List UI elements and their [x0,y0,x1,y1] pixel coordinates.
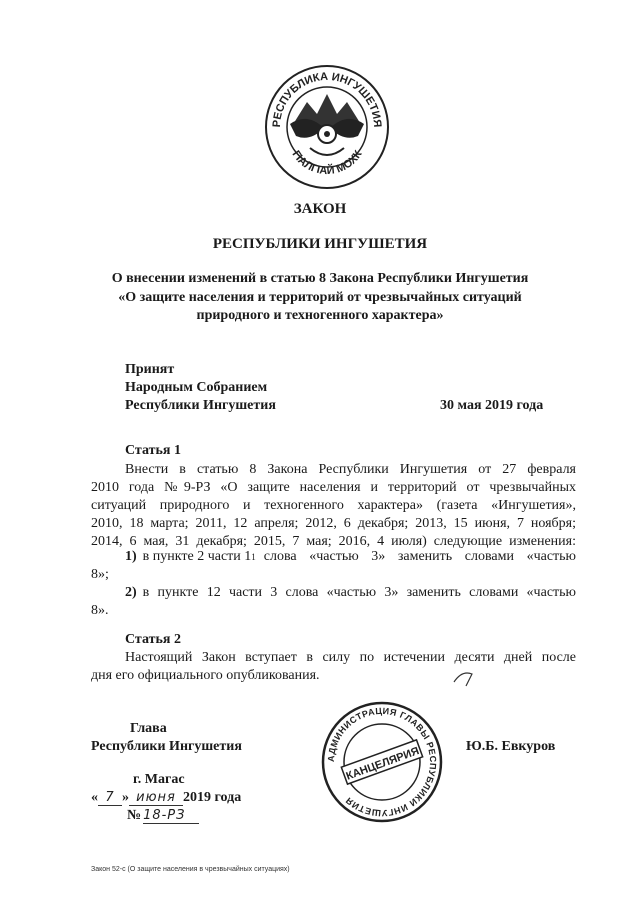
item2-text: в пункте 12 части 3 слова «частью 3» заменить словами «частью [142,585,576,600]
article2-heading: Статья 2 [125,632,181,647]
emblem-top-text: РЕСПУБЛИКА ИНГУШЕТИЯ [270,70,384,128]
document-subtitle: РЕСПУБЛИКИ ИНГУШЕТИЯ [212,236,428,252]
chancellery-stamp [320,700,444,824]
article2-line2: дня его официального опубликования. [91,668,320,683]
signatory-name: Ю.Б. Евкуров [466,739,556,754]
item2-number: 2) [125,585,137,600]
article1-line4: 2010, 18 марта; 2011, 12 апреля; 2012, 6 декабря; 2013, 15 июня, 7 ноября; [91,516,576,531]
law-name-line2: «О защите населения и территорий от чрезвычайных ситуаций [118,290,522,305]
item1-number: 1) [125,549,137,564]
law-number [127,808,199,824]
document-title: ЗАКОН [293,201,347,217]
date-open-quote: « [91,790,98,805]
svg-text:ГIАЛГIАЙ МОХК [289,148,364,177]
signing-place: г. Магас [133,772,185,787]
article1-item1 [125,549,576,565]
item1-superscript: 1 [251,552,256,562]
article1-line2: 2010 года №9-РЗ «О защите населения и территорий от чрезвычайных [91,480,576,495]
law-name-line1: О внесении изменений в статью 8 Закона Республики Ингушетия [111,271,529,286]
emblem-bottom-text: ГIАЛГIАЙ МОХК [289,148,365,178]
adoption-line2: Народным Собранием [125,380,268,395]
date-month: июня [129,790,183,806]
date-year: 2019 года [183,790,242,805]
law-name-line3: природного и техногенного характера» [196,308,444,323]
article1-heading: Статья 1 [125,443,181,458]
item1-text-a: в пункте 2 части 1 [142,549,252,564]
number-value: 18-РЗ [143,808,199,824]
republic-emblem [262,62,392,192]
adoption-line3: Республики Ингушетия [125,398,276,413]
number-prefix: № [127,808,142,823]
date-day: 7 [98,790,122,806]
article1-line1: Внести в статью 8 Закона Республики Ингушетия от 27 февраля [125,462,576,477]
footer-note: Закон 52-с (О защите населения в чрезвычайных ситуациях) [91,866,290,873]
signatory-title-line2: Республики Ингушетия [91,739,242,754]
article2-line1: Настоящий Закон вступает в силу по истечении десяти дней после [125,650,576,665]
item1-continuation: 8»; [91,567,109,582]
date-close-quote: » [122,790,129,805]
adoption-date: 30 мая 2019 года [440,398,544,413]
stamp-ring-text: АДМИНИСТРАЦИЯ ГЛАВЫ РЕСПУБЛИКИ ИНГУШЕТИЯ [325,705,439,819]
article1-line5: 2014, 6 мая, 31 декабря; 2015, 7 мая; 2016, 4 июля) следующие изменения: [91,534,576,549]
stamp-center-text: КАНЦЕЛЯРИЯ [344,745,421,783]
adoption-line1: Принят [125,362,175,377]
article1-line3: ситуаций природного и техногенного характера» (газета «Ингушетия», [91,498,576,513]
item2-continuation: 8». [91,603,109,618]
signing-date [91,790,241,806]
article1-item2 [125,585,576,601]
signatory-title-line1: Глава [130,721,167,736]
pen-mark [452,668,474,693]
item1-text-b: слова «частью 3» заменить словами «частью [263,549,576,564]
